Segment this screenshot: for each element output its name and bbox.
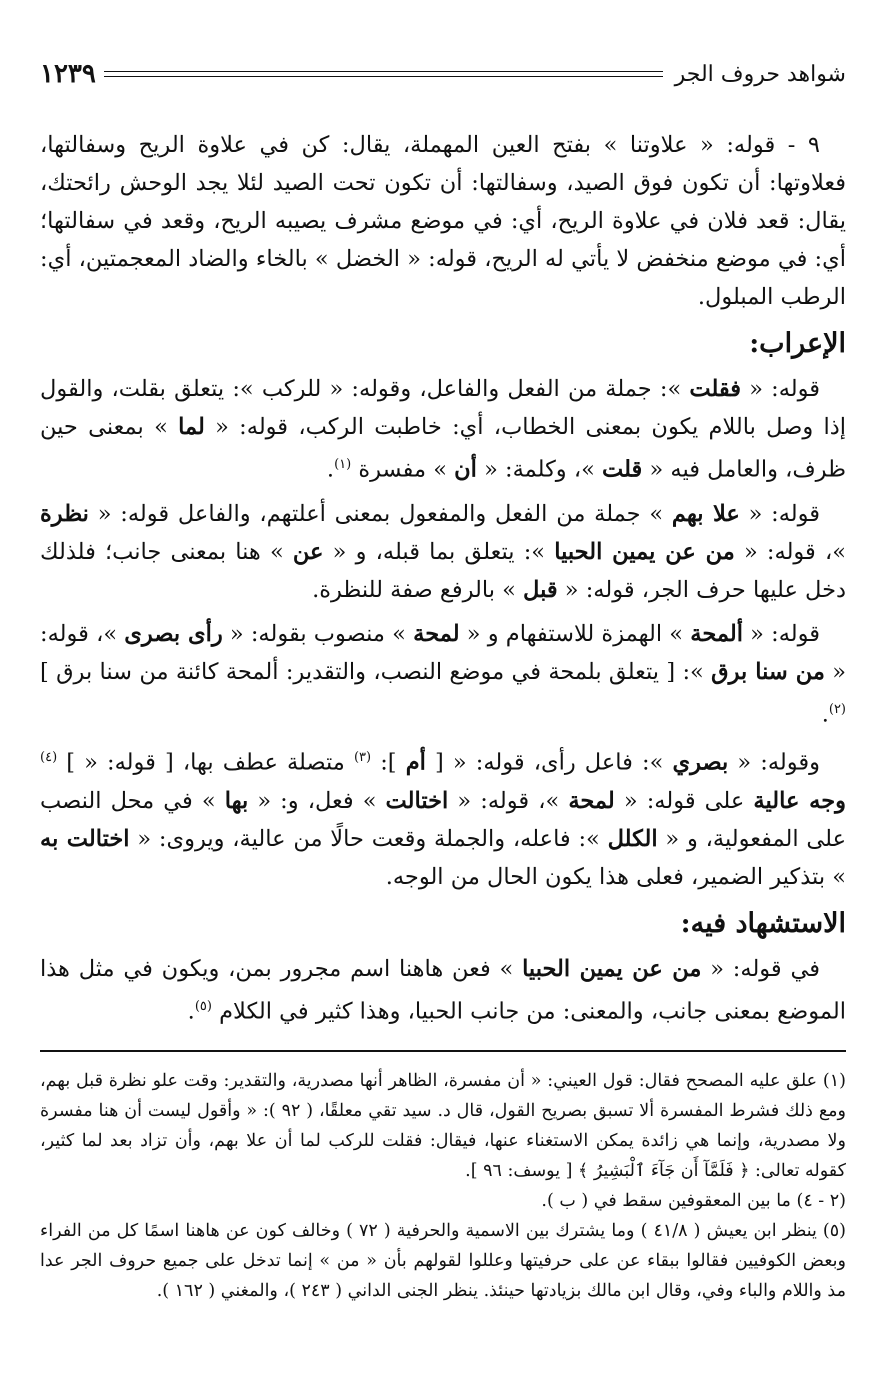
footnote-ref-4: (٤) [40, 750, 58, 765]
irab-paragraph-3: قوله: « ألمحة » الهمزة للاستفهام و « لمحة » منصوب بقوله: « رأى بصرى »، قوله: « من سنا برق »: [ يتعلق بلمحة في موضع النصب، والتقدير: ألمحة كائنة من سنا برق ] $^{(٢)}$. [40, 620, 846, 727]
irab-paragraph-4: وقوله: « بصري »: فاعل رأى، قوله: « [ أم ]: $^{(٣)}$ متصلة عطف بها، [ قوله: « ] $^{(٤)}$ وجه عالية على قوله: « لمحة »، قوله: « اختالت » فعل، و: « بها » في محل النصب على المفعولية، و « الكلل »: فاعله، والجملة وقعت حالًا من عالية، ويروى: « اختالت به » بتذكير الضمير، فعلى هذا يكون الحال من الوجه. [40, 749, 847, 890]
footnote-separator [40, 1050, 846, 1052]
footnote-ref-5: (٥) [194, 998, 212, 1014]
footnote-ref-2: (٢) [828, 701, 846, 717]
irab-paragraph-1: قوله: « فقلت »: جملة من الفعل والفاعل، وقوله: « للركب »: يتعلق بقلت، والقول إذا وصل باللام يكون بمعنى الخطاب، أي: خاطبت الركب، قوله: « لما » بمعنى حين ظرف، والعامل فيه « قلت »، وكلمة: « أن » مفسرة $^{(١)}$. [40, 376, 846, 483]
header-rule [104, 71, 663, 77]
istishhad-heading: الاستشهاد فيه: [680, 907, 846, 939]
page-header [40, 56, 846, 92]
running-title: شواهد حروف الجر [674, 61, 846, 87]
footnote-5: (٥) ينظر ابن يعيش ( ٤١/٨ ) وما يشترك بين الاسمية والحرفية ( ٧٢ ) وخالف كون عن هاهنا اسمًا كل من الفراء وبعض الكوفيين فقالوا ببقاء عن على حرفيتها وعللوا لقولهم بأن « من » إنما تدخل على جميع حروف الجر عدا مذ واللام والباء وفي، وقال ابن مالك بزيادتها حينئذ. ينظر الجنى الداني ( ٢٤٣ )، والمغني ( ١٦٢ ). [40, 1220, 846, 1301]
irab-paragraph-2: قوله: « علا بهم » جملة من الفعل والمفعول بمعنى أعلتهم، والفاعل قوله: « نظرة »، قوله: « من عن يمين الحبيا »: يتعلق بما قبله، و « عن » هنا بمعنى جانب؛ فلذلك دخل عليها حرف الجر، قوله: « قبل » بالرفع صفة للنظرة. [40, 500, 847, 603]
footnote-1: (١) علق عليه المصحح فقال: قول العيني: « أن مفسرة، الظاهر أنها مصدرية، والتقدير: وقت علو نظرة قبل بهم، ومع ذلك فشرط المفسرة ألا تسبق بصريح القول، قال د. سيد تقي معلقًا، ( ٩٢ ): « وأقول ليست أن هنا مفسرة ولا مصدرية، وإنما هي زائدة يمكن الاستغناء عنها، فيقال: فقلت للركب لما أن علا بهم، وأن تزاد بعد لما كثير، كقوله تعالى: ﴿ فَلَمَّآ أَن جَآءَ ٱلْبَشِيرُ ﴾ [ يوسف: ٩٦ ]. [40, 1070, 846, 1181]
irab-heading: الإعراب: [749, 328, 846, 359]
footnote-2-4: (٢ - ٤) ما بين المعقوفين سقط في ( ب ). [541, 1190, 846, 1211]
istishhad-paragraph: في قوله: « من عن يمين الحبيا » فعن هاهنا اسم مجرور بمن، ويكون في مثل هذا الموضع بمعنى جانب، والمعنى: من جانب الحبيا، وهذا كثير في الكلام $^{(٥)}$. [40, 955, 846, 1024]
footnote-ref-3: (٣) [353, 750, 372, 765]
main-content [40, 126, 846, 1306]
quran-verse: ﴿ فَلَمَّآ أَن جَآءَ ٱلْبَشِيرُ ﴾ [578, 1160, 750, 1181]
page-number: ١٢٣٩ [40, 59, 96, 89]
intro-paragraph: ٩ - قوله: « علاوتنا » بفتح العين المهملة، يقال: كن في علاوة الريح وسفالتها، فعلاوتها: أن تكون فوق الصيد، وسفالتها: أن تكون تحت الصيد لئلا يجد الوحش رائحتك، يقال: قعد فلان في علاوة الريح، أي: في موضع مشرف يصيبه الريح، وقعد في سفالتها؛ أي: في موضع منخفض لا يأتي له الريح، قوله: « الخضل » بالخاء والضاد المعجمتين، أي: الرطب المبلول. [40, 132, 846, 310]
footnote-ref-1: (١) [334, 457, 352, 472]
